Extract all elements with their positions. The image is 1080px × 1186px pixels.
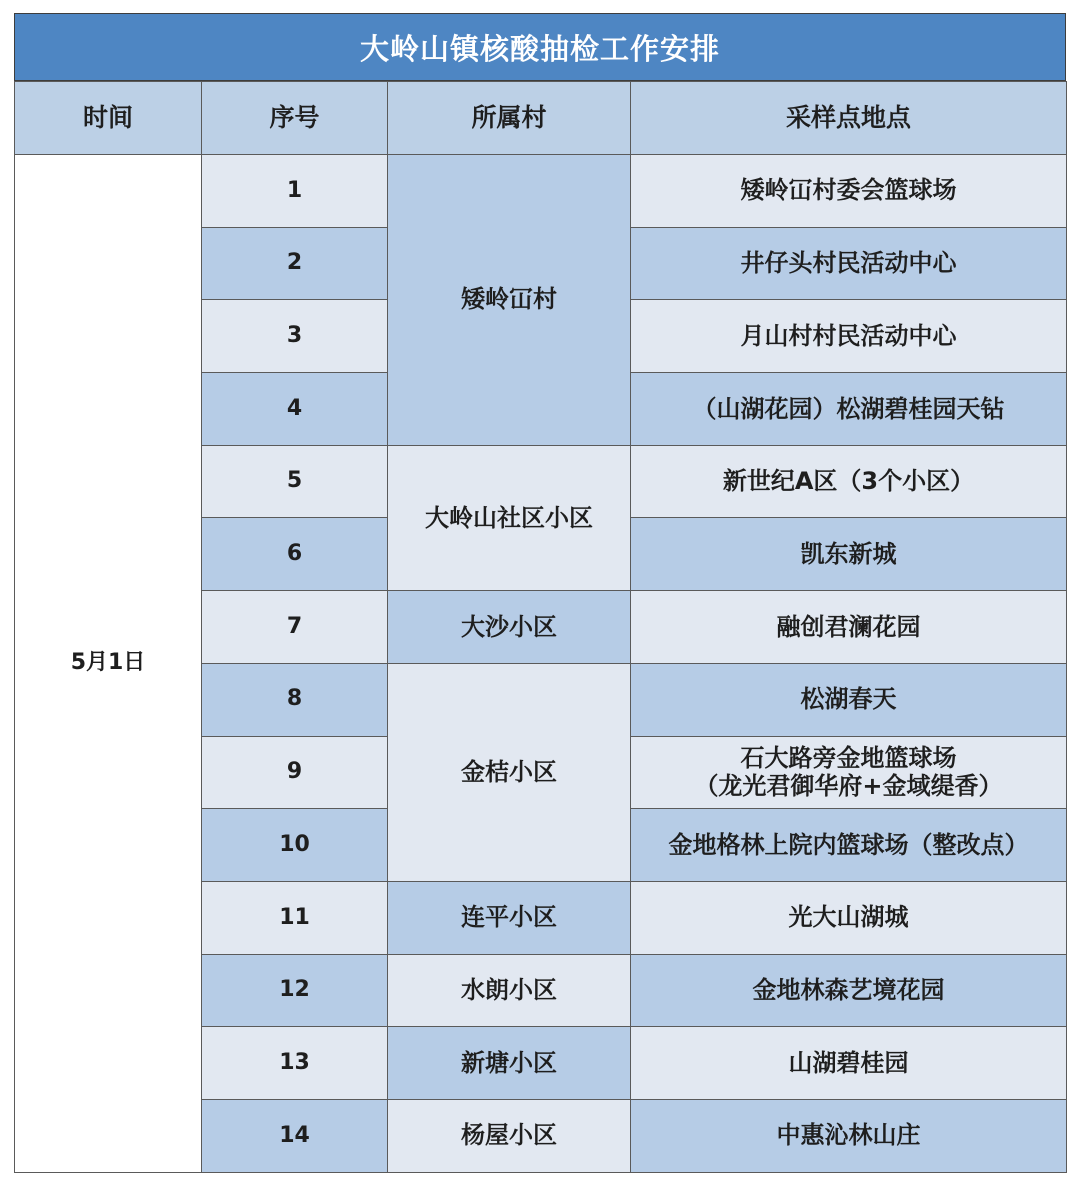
village-cell: 新塘小区 [388, 1027, 631, 1100]
seq-cell: 1 [202, 155, 388, 228]
seq-cell: 5 [202, 445, 388, 518]
site-cell: 矮岭冚村委会篮球场 [631, 155, 1067, 228]
seq-cell: 9 [202, 736, 388, 809]
table-row [15, 155, 1067, 228]
site-cell: 井仔头村民活动中心 [631, 227, 1067, 300]
site-cell: 中惠沁林山庄 [631, 1099, 1067, 1172]
site-cell: 金地格林上院内篮球场（整改点） [631, 809, 1067, 882]
seq-cell: 7 [202, 591, 388, 664]
site-line-2: （龙光君御华府+金域缇香） [694, 772, 1003, 801]
village-cell: 金桔小区 [388, 663, 631, 881]
site-cell: 新世纪A区（3个小区） [631, 445, 1067, 518]
header-site: 采样点地点 [631, 82, 1067, 155]
seq-cell: 4 [202, 373, 388, 446]
header-time: 时间 [15, 82, 202, 155]
site-cell: 光大山湖城 [631, 881, 1067, 954]
site-cell: 月山村村民活动中心 [631, 300, 1067, 373]
seq-cell: 3 [202, 300, 388, 373]
header-row [15, 82, 1067, 155]
seq-cell: 13 [202, 1027, 388, 1100]
seq-cell: 6 [202, 518, 388, 591]
header-seq: 序号 [202, 82, 388, 155]
seq-cell: 12 [202, 954, 388, 1027]
village-cell: 大沙小区 [388, 591, 631, 664]
site-cell: （山湖花园）松湖碧桂园天钻 [631, 373, 1067, 446]
site-cell: 融创君澜花园 [631, 591, 1067, 664]
site-line-1: 石大路旁金地篮球场 [740, 743, 957, 772]
village-cell: 矮岭冚村 [388, 155, 631, 446]
date-cell: 5月1日 [15, 155, 202, 1173]
site-cell: 金地林森艺境花园 [631, 954, 1067, 1027]
schedule-table [14, 81, 1067, 1173]
seq-cell: 10 [202, 809, 388, 882]
seq-cell: 8 [202, 663, 388, 736]
seq-cell: 2 [202, 227, 388, 300]
village-cell: 杨屋小区 [388, 1099, 631, 1172]
site-cell: 松湖春天 [631, 663, 1067, 736]
village-cell: 连平小区 [388, 881, 631, 954]
table-title: 大岭山镇核酸抽检工作安排 [14, 13, 1066, 81]
seq-cell: 11 [202, 881, 388, 954]
village-cell: 大岭山社区小区 [388, 445, 631, 590]
header-village: 所属村 [388, 82, 631, 155]
site-cell [631, 736, 1067, 809]
site-cell: 凯东新城 [631, 518, 1067, 591]
seq-cell: 14 [202, 1099, 388, 1172]
schedule-sheet [14, 13, 1066, 1173]
village-cell: 水朗小区 [388, 954, 631, 1027]
site-cell: 山湖碧桂园 [631, 1027, 1067, 1100]
